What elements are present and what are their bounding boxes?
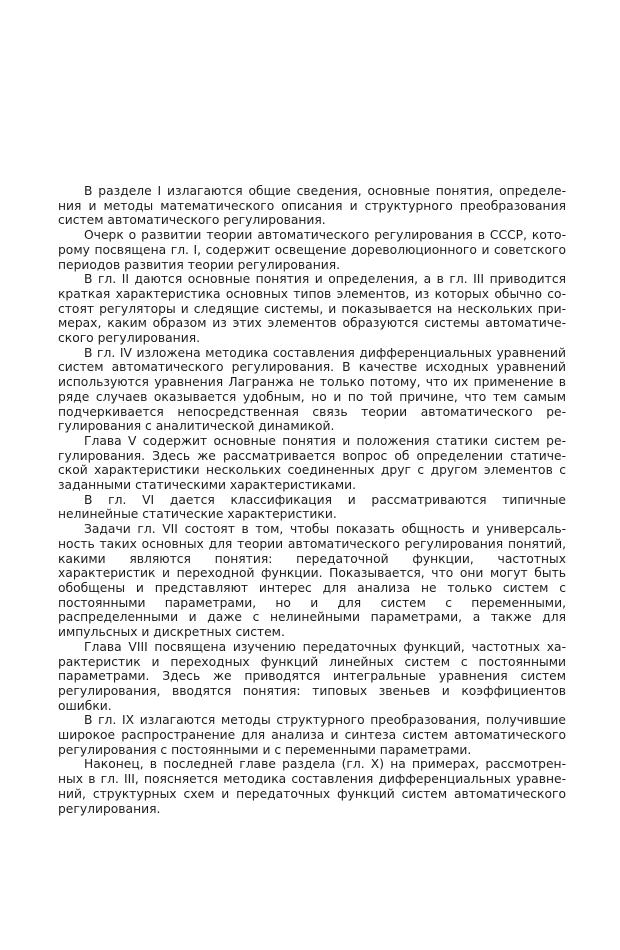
body-text [58, 184, 566, 816]
paragraph-chapter-1: Очерк о развитии теории автоматического регулирования в СССР, которому посвящена гл. I, содержит освещение дореволюционного и советского периодов развития теории регулирования. [58, 228, 566, 272]
paragraph-chapter-4: В гл. IV изложена методика составления дифференциальных уравнений систем автоматического регулирования. В качестве исходных уравнений используются уравнения Лагранжа не только потому, что их применение в ряде случаев оказывается удобным, но и по той причине, что тем самым подчеркивается непосредственная связь теории автоматического регулирования с аналитической динамикой. [58, 345, 566, 434]
paragraph-chapter-10: Наконец, в последней главе раздела (гл. X) на примерах, рассмотренных в гл. III, поясняется методика составления дифференциальных уравнений, структурных схем и передаточных функций систем автоматического регулирования. [58, 757, 566, 816]
paragraph-chapter-5: Глава V содержит основные понятия и положения статики систем регулирования. Здесь же рассматривается вопрос об определении статической характеристики нескольких соединенных друг с другом элементов с заданными статическими характеристиками. [58, 433, 566, 493]
paragraph-chapter-7: Задачи гл. VII состоят в том, чтобы показать общность и универсальность таких основных для теории автоматического регулирования понятий, какими являются понятия: передаточной функции, частотных характеристик и переходной функции. Показывается, что они могут быть обобщены и представляют интерес для анализа не только систем с постоянными параметрами, но и для систем с переменными, распределенными и даже с нелинейными параметрами, а также для импульсных и дискретных систем. [58, 522, 566, 640]
paragraph-chapter-6: В гл. VI дается классификация и рассматриваются типичные нелинейные статические характеристики. [58, 492, 566, 522]
paragraph-section-overview: В разделе I излагаются общие сведения, основные понятия, определения и методы математического описания и структурного преобразования систем автоматического регулирования. [58, 184, 566, 228]
paragraph-chapter-9: В гл. IX излагаются методы структурного преобразования, получившие широкое распространение для анализа и синтеза систем автоматического регулирования с постоянными и с переменными параметрами. [58, 713, 566, 757]
paragraph-chapters-2-3: В гл. II даются основные понятия и определения, а в гл. III приводится краткая характеристика основных типов элементов, из которых обычно состоят регуляторы и следящие системы, и показывается на нескольких примерах, каким образом из этих элементов образуются системы автоматического регулирования. [58, 272, 566, 346]
paragraph-chapter-8: Глава VIII посвящена изучению передаточных функций, частотных характеристик и переходных функций линейных систем с постоянными параметрами. Здесь же приводятся интегральные уравнения систем регулирования, вводятся понятия: типовых звеньев и коэффициентов ошибки. [58, 639, 566, 713]
